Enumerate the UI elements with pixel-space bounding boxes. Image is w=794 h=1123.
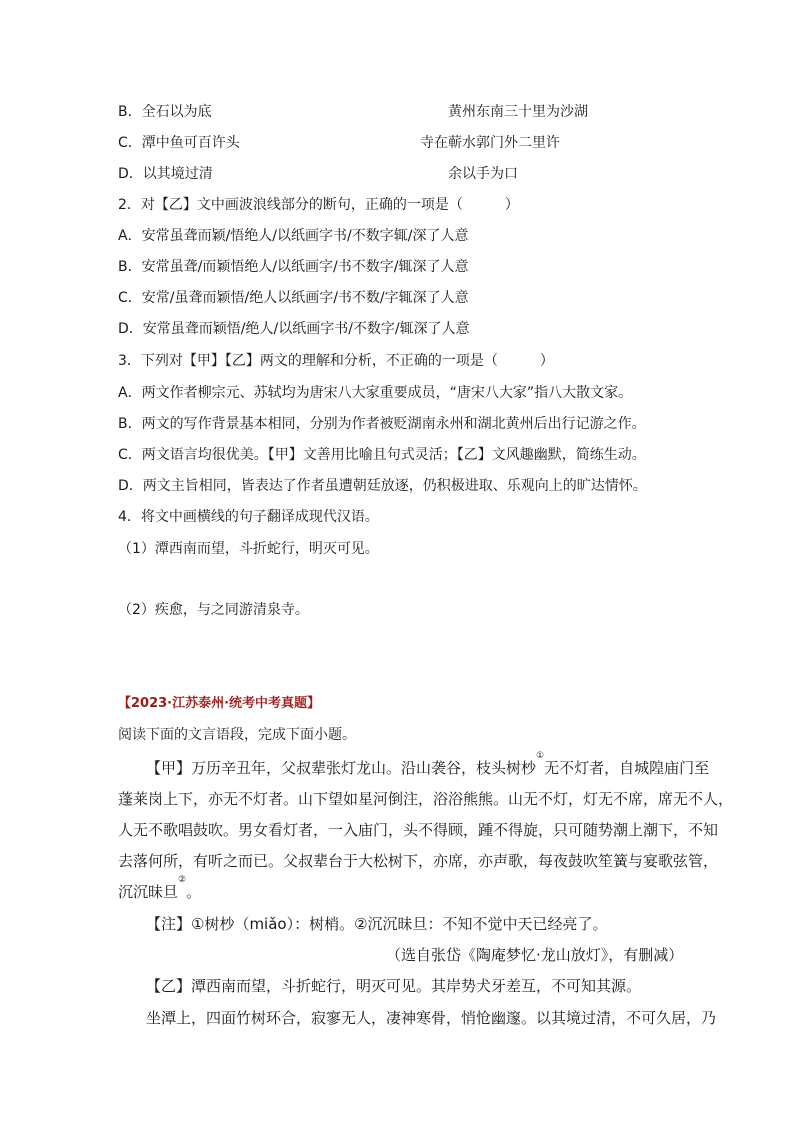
annotation-note: 【注】①树杪（miǎo）：树梢。②沉沉昧旦：不知不觉中天已经亮了。 <box>146 915 608 933</box>
jia-line-1: 【甲】万历辛丑年，父叔辈张灯龙山。沿山袭谷，枝头树杪①无不灯者，自城隍庙门至 <box>146 751 710 777</box>
q2-option-a: A．安常虽聋而颖/悟绝人/以纸画字书/不数字辄/深了人意 <box>118 228 469 244</box>
q3-option-d: D．两文主旨相同，皆表达了作者虽遭朝廷放逐，仍积极进取、乐观向上的旷达情怀。 <box>118 478 647 494</box>
q3-stem: 3．下列对【甲】【乙】两文的理解和分析，不正确的一项是（ ） <box>118 353 554 369</box>
yi-line-2: 坐潭上，四面竹树环合，寂寥无人，凄神寒骨，悄怆幽邃。以其境过清，不可久居，乃 <box>146 1009 717 1027</box>
jia-line-2: 蓬莱岗上下，亦无不灯者。山下望如星河倒注，浴浴熊熊。山无不灯，灯无不席，席无不人， <box>118 790 734 808</box>
citation: （选自张岱《陶庵梦忆·龙山放灯》，有删减） <box>386 946 684 964</box>
jia-line-3: 人无不歌唱鼓吹。男女看灯者，一入庙门，头不得顾，踵不得旋，只可随势潮上潮下，不知 <box>118 821 719 839</box>
q2-option-d: D．安常虽聋而颖悟/绝人/以纸画字书/不数字/辄深了人意 <box>118 321 470 337</box>
q1-option-d-left: D．以其境过清 <box>118 166 213 182</box>
q2-option-c: C．安常/虽聋而颖悟/绝人以纸画字/书不数/字辄深了人意 <box>118 290 469 306</box>
q3-option-c: C．两文语言均很优美。【甲】文善用比喻且句式灵活；【乙】文风趣幽默，简练生动。 <box>118 447 646 463</box>
section-instruction: 阅读下面的文言语段，完成下面小题。 <box>118 727 356 743</box>
jia-line-4: 去落何所，有听之而已。父叔辈台于大松树下，亦席，亦声歌，每夜鼓吹笙簧与宴歌弦管， <box>118 852 719 870</box>
q1-option-c-right: 寺在蕲水郭门外二里许 <box>420 135 560 151</box>
q4-sub1: （1）潭西南而望，斗折蛇行，明灭可见。 <box>118 541 379 557</box>
q4-stem: 4．将文中画横线的句子翻译成现代汉语。 <box>118 509 379 525</box>
jia-line-5: 沉沉昧旦②。 <box>118 875 202 901</box>
q3-option-b: B．两文的写作背景基本相同，分别为作者被贬湖南永州和湖北黄州后出行记游之作。 <box>118 416 646 432</box>
q4-sub2: （2）疾愈，与之同游清泉寺。 <box>118 602 309 618</box>
note-ref-1: ① <box>536 751 545 761</box>
note-ref-2: ② <box>178 875 187 885</box>
q1-option-b-left: B．全石以为底 <box>118 104 212 120</box>
yi-line-1: 【乙】潭西南而望，斗折蛇行，明灭可见。其岸势犬牙差互，不可知其源。 <box>146 977 642 995</box>
q2-option-b: B．安常虽聋/而颖悟绝人/以纸画字/书不数字/辄深了人意 <box>118 259 469 275</box>
q1-option-b-right: 黄州东南三十里为沙湖 <box>448 104 588 120</box>
q1-option-c-left: C．潭中鱼可百许头 <box>118 135 240 151</box>
source-tag: 【2023·江苏泰州·统考中考真题】 <box>118 696 321 711</box>
q2-stem: 2．对【乙】文中画波浪线部分的断句，正确的一项是（ ） <box>118 197 519 213</box>
q3-option-a: A．两文作者柳宗元、苏轼均为唐宋八大家重要成员，“唐宋八大家”指八大散文家。 <box>118 385 633 401</box>
q1-option-d-right: 余以手为口 <box>448 166 518 182</box>
